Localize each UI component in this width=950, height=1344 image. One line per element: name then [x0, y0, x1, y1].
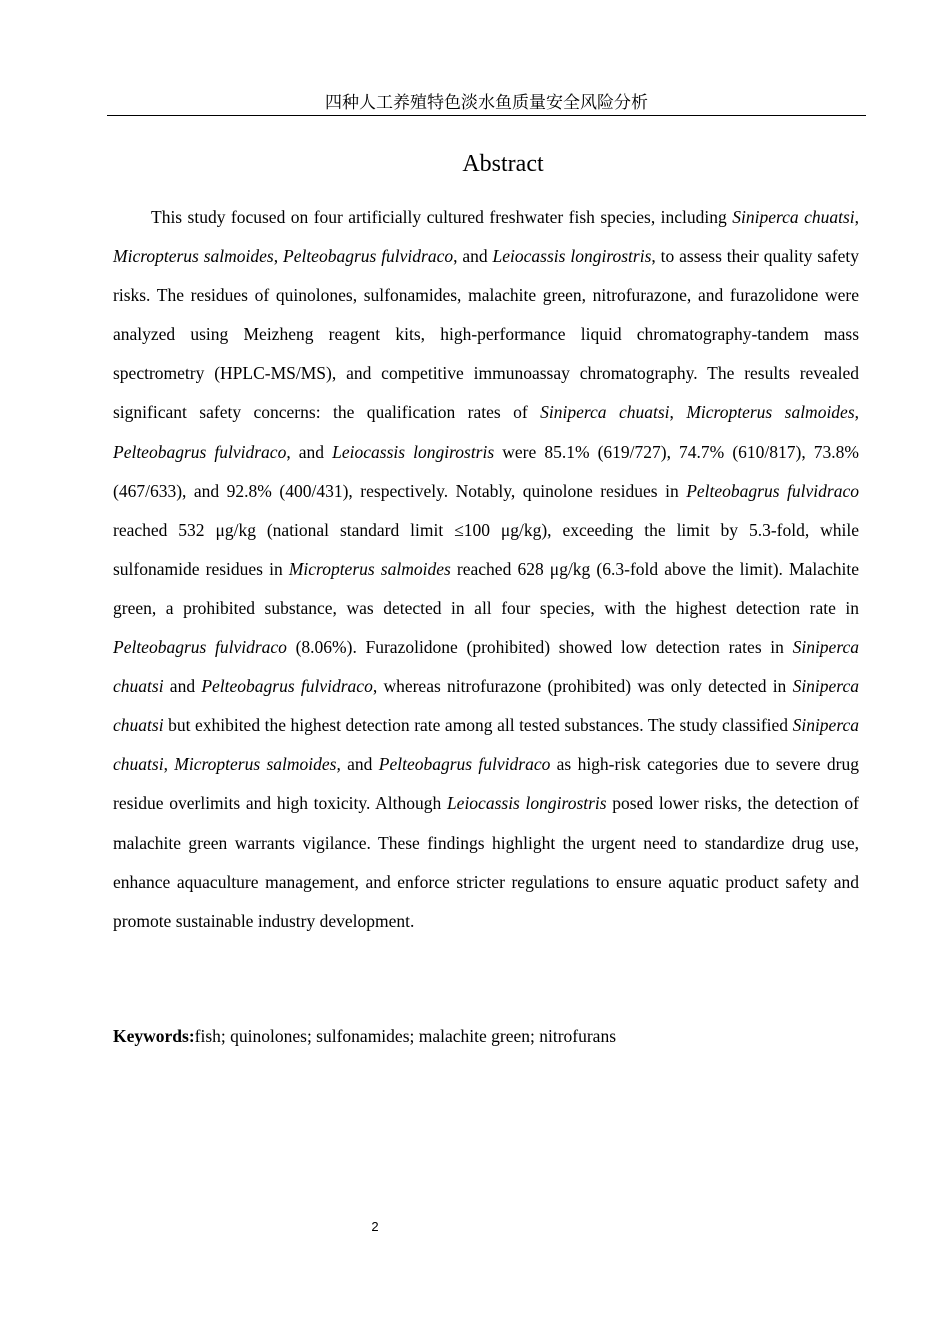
abstract-text-run: reached 532 μg/kg (national standard limit ≤100 μg/kg), exceeding the limit by 5.3-fold, while sulfonamide residues in	[113, 519, 859, 579]
keywords-text: fish; quinolones; sulfonamides; malachite green; nitrofurans	[194, 1026, 617, 1046]
abstract-text-run: , and	[286, 441, 333, 462]
running-header: 四种人工养殖特色淡水鱼质量安全风险分析	[107, 91, 866, 116]
species-name: Siniperca chuatsi	[113, 637, 859, 697]
abstract-text-run: as high-risk categories due to severe drug residue overlimits and high toxicity. Although	[113, 754, 859, 814]
keywords-label: Keywords:	[113, 1026, 195, 1046]
species-name: Leiocassis longirostris	[446, 793, 607, 814]
species-name: Siniperca chuatsi	[113, 715, 859, 775]
species-name: Micropterus salmoides	[113, 246, 274, 267]
abstract-text-run: , whereas nitrofurazone (prohibited) was only detected in	[372, 676, 793, 697]
abstract-text-run: ,	[854, 207, 859, 227]
species-name: Pelteobagrus fulvidraco	[686, 480, 859, 501]
abstract-text-run: were 85.1% (619/727), 74.7% (610/817), 73.8% (467/633), and 92.8% (400/431), respectively. Notably, quinolone residues in	[113, 441, 859, 501]
abstract-text-run: , and	[453, 246, 493, 267]
abstract-text-run: This study focused on four artificially cultured freshwater fish species, including	[151, 207, 733, 227]
abstract-text-run: and	[163, 676, 202, 697]
species-name: Pelteobagrus fulvidraco	[113, 637, 287, 658]
abstract-text-run: (8.06%). Furazolidone (prohibited) showed low detection rates in	[286, 637, 793, 658]
species-name: Pelteobagrus fulvidraco	[283, 246, 454, 267]
species-name: Siniperca chuatsi	[732, 207, 855, 227]
abstract-text-run: reached 628 μg/kg (6.3-fold above the limit). Malachite green, a prohibited substance, was detected in all four species, with the highest detection rate in	[113, 558, 859, 618]
species-name: Pelteobagrus fulvidraco	[201, 676, 373, 697]
species-name: Pelteobagrus fulvidraco	[378, 754, 551, 775]
abstract-text-run: ,	[669, 402, 687, 423]
page-number: 2	[371, 1219, 379, 1234]
abstract-text-run: but exhibited the highest detection rate among all tested substances. The study classified	[163, 715, 793, 736]
abstract-text-run: , to assess their quality safety risks. The residues of quinolones, sulfonamides, malachite green, nitrofurazone, and furazolidone were analyzed using Meizheng reagent kits, high-performance liquid chromatography-tandem mass spectrometry (HPLC-MS/MS), and competitive immunoassay chromatography. The results revealed significant safety concerns: the qualification rates of	[113, 246, 859, 423]
species-name: Micropterus salmoides	[174, 754, 337, 775]
abstract-title: Abstract	[462, 151, 544, 177]
species-name: Pelteobagrus fulvidraco	[113, 441, 287, 462]
species-name: Micropterus salmoides	[288, 558, 451, 579]
abstract-text-run: posed lower risks, the detection of malachite green warrants vigilance. These findings highlight the urgent need to standardize drug use, enhance aquaculture management, and enforce stricter regulations to ensure aquatic product safety and promote sustainable industry development.	[113, 793, 860, 931]
abstract-text-run: ,	[854, 402, 860, 423]
abstract-text-run: , and	[336, 754, 379, 775]
species-name: Leiocassis longirostris	[492, 246, 652, 267]
species-name: Micropterus salmoides	[686, 402, 855, 423]
abstract-text-run: ,	[273, 246, 283, 267]
species-name: Siniperca chuatsi	[113, 676, 859, 736]
abstract-text-run: ,	[163, 754, 175, 775]
species-name: Siniperca chuatsi	[540, 402, 670, 423]
keywords-line	[113, 1022, 859, 1050]
species-name: Leiocassis longirostris	[332, 441, 495, 462]
abstract-paragraph	[113, 198, 859, 941]
